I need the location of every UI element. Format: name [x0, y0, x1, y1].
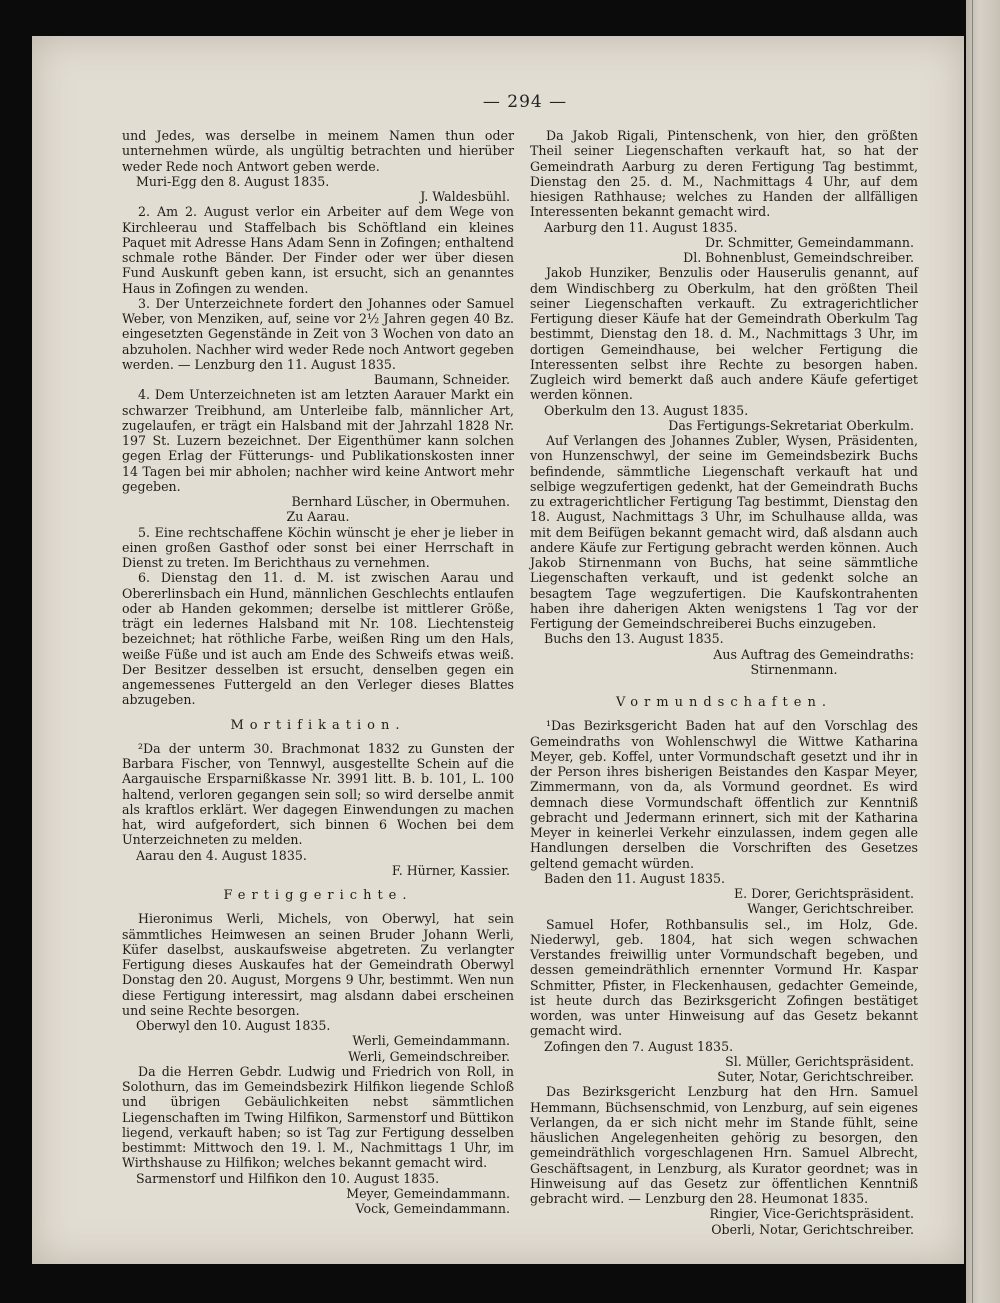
zubler-signature-1: Aus Auftrag des Gemeindraths:	[713, 646, 914, 662]
left-column	[122, 128, 514, 1216]
fertiggerichte-heading: Fertiggerichte.	[223, 888, 413, 903]
hunziker-place: Oberkulm den 13. August 1835.	[544, 402, 749, 418]
notice-4: 4. Dem Unterzeichneten ist am letzten Aarauer Markt ein schwarzer Treibhund, am Unterleibe falb, männlicher Art, zugelaufen, er trägt ein Halsband mit der Jahrzahl 1828 Nr. 197 St. Luzern bezeichnet. Der Eigenthümer kann solchen gegen Erlag der Fütterungs- und Publikationskosten inner 14 Tagen bei mir abholen; nachher wird keine Antwort mehr gegeben.	[122, 387, 514, 494]
vormundschaft-3-signature-1: Ringier, Vice-Gerichtspräsident.	[709, 1206, 914, 1222]
mortifikation-text: ²Da der unterm 30. Brachmonat 1832 zu Gunsten der Barbara Fischer, von Tennwyl, ausgestellte Schein auf die Aargauische Ersparnißkasse Nr. 3991 litt. B. b. 101, L. 100 haltend, verloren gegangen sein soll; so wird derselbe anmit als kraftlos erklärt. Wer dagegen Einwendungen zu machen hat, wird aufgefordert, sich binnen 6 Wochen bei dem Unterzeichneten zu melden.	[122, 740, 514, 848]
fertiggericht-1-place: Oberwyl den 10. August 1835.	[136, 1018, 331, 1033]
right-column	[530, 128, 918, 1237]
zubler-signature-2: Stirnenmann.	[750, 661, 838, 677]
vormundschaft-2-signature-1: Sl. Müller, Gerichtspräsident.	[725, 1053, 914, 1069]
rigali-place: Aarburg den 11. August 1835.	[544, 219, 738, 235]
mortifikation-place: Aarau den 4. August 1835.	[136, 847, 307, 863]
vormundschaft-1-signature-1: E. Dorer, Gerichtspräsident.	[733, 886, 914, 901]
fertiggericht-2-signature-2: Vock, Gemeindammann.	[355, 1201, 510, 1216]
intro-place: Muri-Egg den 8. August 1835.	[136, 173, 330, 189]
fertiggericht-1-signature-1: Werli, Gemeindammann.	[352, 1033, 510, 1049]
vormundschaft-3: Das Bezirksgericht Lenzburg hat den Hrn. Samuel Hemmann, Büchsenschmid, von Lenzburg, auf sein eigenes Verlangen, da er sich nicht mehr im Stande fühlt, seine häuslichen Angelegenheiten gehörig zu besorgen, den gemeindräthlich vorgeschlagenen Hrn. Samuel Albrecht, Geschäftsagent, in Lenzburg, als Kurator geordnet; was in Hinweisung auf das Gesetz zur öffentlichen Kenntniß gebracht wird. — Lenzburg den 28. Heumonat 1835.	[530, 1084, 918, 1206]
hunziker-notice: Jakob Hunziker, Benzulis oder Hauserulis genannt, auf dem Windischberg zu Oberkulm, hat den größten Theil seiner Liegenschaften verkauft. Zu extragerichtlicher Fertigung dieser Käufe hat der Gemeindrath Oberkulm Tag bestimmt, Dienstag den 18. d. M., Nachmittags 3 Uhr, im dortigen Gemeindhause, bei welcher Fertigung die Interessenten selbst ihre Rechte zu besorgen haben. Zugleich wird bemerkt daß auch andere Käufe gefertiget werden können.	[530, 265, 918, 403]
notice-3: 3. Der Unterzeichnete fordert den Johannes oder Samuel Weber, von Menziken, auf, seine vor 2½ Jahren gegen 40 Bz. eingesetzten Gegenstände in Zeit von 3 Wochen von dato an abzuholen. Nachher wird weder Rede noch Antwort gegeben werden. — Lenzburg den 11. August 1835.	[122, 295, 514, 372]
mortifikation-heading: Mortifikation.	[230, 717, 406, 733]
page-number: — 294 —	[482, 92, 568, 112]
notice-2: 2. Am 2. August verlor ein Arbeiter auf dem Wege von Kirchleerau und Staffelbach bis Schöftland ein kleines Paquet mit Adresse Hans Adam Senn in Zofingen; enthaltend schmale rothe Bänder. Der Finder oder wer über diesen Fund Auskunft geben kann, ist ersucht, sich an genanntes Haus in Zofingen zu wenden.	[122, 204, 514, 296]
notice-6: 6. Dienstag den 11. d. M. ist zwischen Aarau und Obererlinsbach ein Hund, männlichen Geschlechts entlaufen oder ab Handen gekommen; derselbe ist mittlerer Größe, trägt ein ledernes Halsband mit Nr. 108. Liechtensteig bezeichnet; hat röthliche Farbe, weißen Ring um den Hals, weiße Füße und ist auch am Ende des Schweifs etwas weiß. Der Besitzer desselben ist ersucht, denselben gegen ein angemessenes Futtergeld an den Verleger dieses Blattes abzugeben.	[122, 570, 514, 708]
page-edge-line	[972, 0, 973, 1303]
hunziker-signature: Das Fertigungs-Sekretariat Oberkulm.	[668, 417, 914, 433]
vormundschaft-1: ¹Das Bezirksgericht Baden hat auf den Vorschlag des Gemeindraths von Wohlenschwyl die Wittwe Katharina Meyer, geb. Koffel, unter Vormundschaft gesetzt und ihr in der Person ihres bisherigen Beistandes den Kaspar Meyer, Zimmermann, von da, als Vormund geordnet. Es wird demnach diese Vormundschaft öffentlich zur Kenntniß gebracht und Jedermann erinnert, sich mit der Katharina Meyer in keinerlei Verkehr einzulassen, indem gegen alle Handlungen derselben die Vorschriften des Gesetzes geltend gemacht würden.	[530, 718, 918, 871]
vormundschaft-2-signature-2: Suter, Notar, Gerichtschreiber.	[717, 1069, 914, 1084]
vormundschaft-2-place: Zofingen den 7. August 1835.	[544, 1038, 734, 1054]
vormundschaft-1-place: Baden den 11. August 1835.	[544, 870, 726, 886]
fertiggericht-2: Da die Herren Gebdr. Ludwig und Friedrich von Roll, in Solothurn, das im Gemeindsbezirk Hilfikon liegende Schloß und übrigen Gebäulichkeiten nebst sämmtlichen Liegenschaften im Twing Hilfikon, Sarmenstorf und Büttikon liegend, verkauft haben; so ist Tag zur Fertigung desselben bestimmt: Mittwoch den 19. l. M., Nachmittags 1 Uhr, im Wirthshause zu Hilfikon; welches bekannt gemacht wird.	[122, 1063, 514, 1171]
rigali-signature-1: Dr. Schmitter, Gemeindammann.	[705, 234, 914, 250]
intro-signature: J. Waldesbühl.	[420, 189, 510, 204]
notice-3-signature: Baumann, Schneider.	[373, 372, 510, 387]
fertiggericht-1-signature-2: Werli, Gemeindschreiber.	[348, 1048, 510, 1064]
zubler-notice: Auf Verlangen des Johannes Zubler, Wysen, Präsidenten, von Hunzenschwyl, der seine im Gemeindsbezirk Buchs befindende, sämmtliche Liegenschaft verkauft hat und selbige wegzufertigen gedenkt, hat der Gemeindrath Buchs zu extragerichtlicher Fertigung Tag bestimmt, Dienstag den 18. August, Nachmittags 3 Uhr, im Schulhause allda, was mit dem Beifügen bekannt gemacht wird, daß alsdann auch andere Käufe zur Fertigung gebracht werden können. Auch Jakob Stirnenmann von Buchs, hat seine sämmtliche Liegenschaften verkauft, und ist gedenkt solche an besagtem Tage wegzufertigen. Die Kaufskontrahenten haben ihre daherigen Akten wenigstens 1 Tag vor der Fertigung der Gemeindschreiberei Buchs einzugeben.	[530, 433, 918, 631]
vormundschaft-2: Samuel Hofer, Rothbansulis sel., im Holz, Gde. Niederwyl, geb. 1804, hat sich wegen schwachen Verstandes freiwillig unter Vormundschaft begeben, und dessen gemeindräthlich ernennter Vormund Hr. Kaspar Schmitter, Pfister, in Fleckenhausen, gedachter Gemeinde, ist heute durch das Bezirksgericht Zofingen bestätiget worden, was unter Hinweisung auf das Gesetz bekannt gemacht wird.	[530, 916, 918, 1039]
zubler-place: Buchs den 13. August 1835.	[544, 631, 724, 647]
notice-4-signature: Bernhard Lüscher, in Obermuhen.	[291, 494, 510, 509]
vormundschaft-1-signature-2: Wanger, Gerichtschreiber.	[747, 901, 914, 917]
rigali-signature-2: Dl. Bohnenblust, Gemeindschreiber.	[683, 250, 914, 265]
intro-text: und Jedes, was derselbe in meinem Namen thun oder unternehmen würde, als ungültig betrachten und hierüber weder Rede noch Antwort geben werde.	[122, 128, 514, 174]
notice-4-place: Zu Aarau.	[286, 509, 350, 525]
rigali-notice: Da Jakob Rigali, Pintenschenk, von hier, den größten Theil seiner Liegenschaften verkauft hat, so hat der Gemeindrath Aarburg zu deren Fertigung Tag bestimmt, Dienstag den 25. d. M., Nachmittags 4 Uhr, auf dem hiesigen Rathhause; welches zu Handen der allfälligen Interessenten bekannt gemacht wird.	[530, 128, 918, 220]
fertiggericht-1: Hieronimus Werli, Michels, von Oberwyl, hat sein sämmtliches Heimwesen an seinen Bruder Johann Werli, Küfer daselbst, auskaufsweise abgetreten. Zu verlangter Fertigung dieses Auskaufes hat der Gemeindrath Oberwyl Donstag den 20. August, Morgens 9 Uhr, bestimmt. Wen nun diese Fertigung interessirt, mag alsdann dabei erscheinen und seine Rechte besorgen.	[122, 911, 514, 1018]
vormundschaften-heading: Vormundschaften.	[616, 695, 832, 710]
fertiggericht-2-signature-1: Meyer, Gemeindammann.	[346, 1185, 510, 1201]
vormundschaft-3-signature-2: Oberli, Notar, Gerichtschreiber.	[711, 1221, 914, 1237]
notice-5: 5. Eine rechtschaffene Köchin wünscht je eher je lieber in einen großen Gasthof oder sonst bei einer Herrschaft in Dienst zu treten. Im Berichthaus zu vernehmen.	[122, 524, 514, 570]
mortifikation-signature: F. Hürner, Kassier.	[391, 862, 510, 878]
fertiggericht-2-place: Sarmenstorf und Hilfikon den 10. August 1835.	[136, 1170, 440, 1186]
